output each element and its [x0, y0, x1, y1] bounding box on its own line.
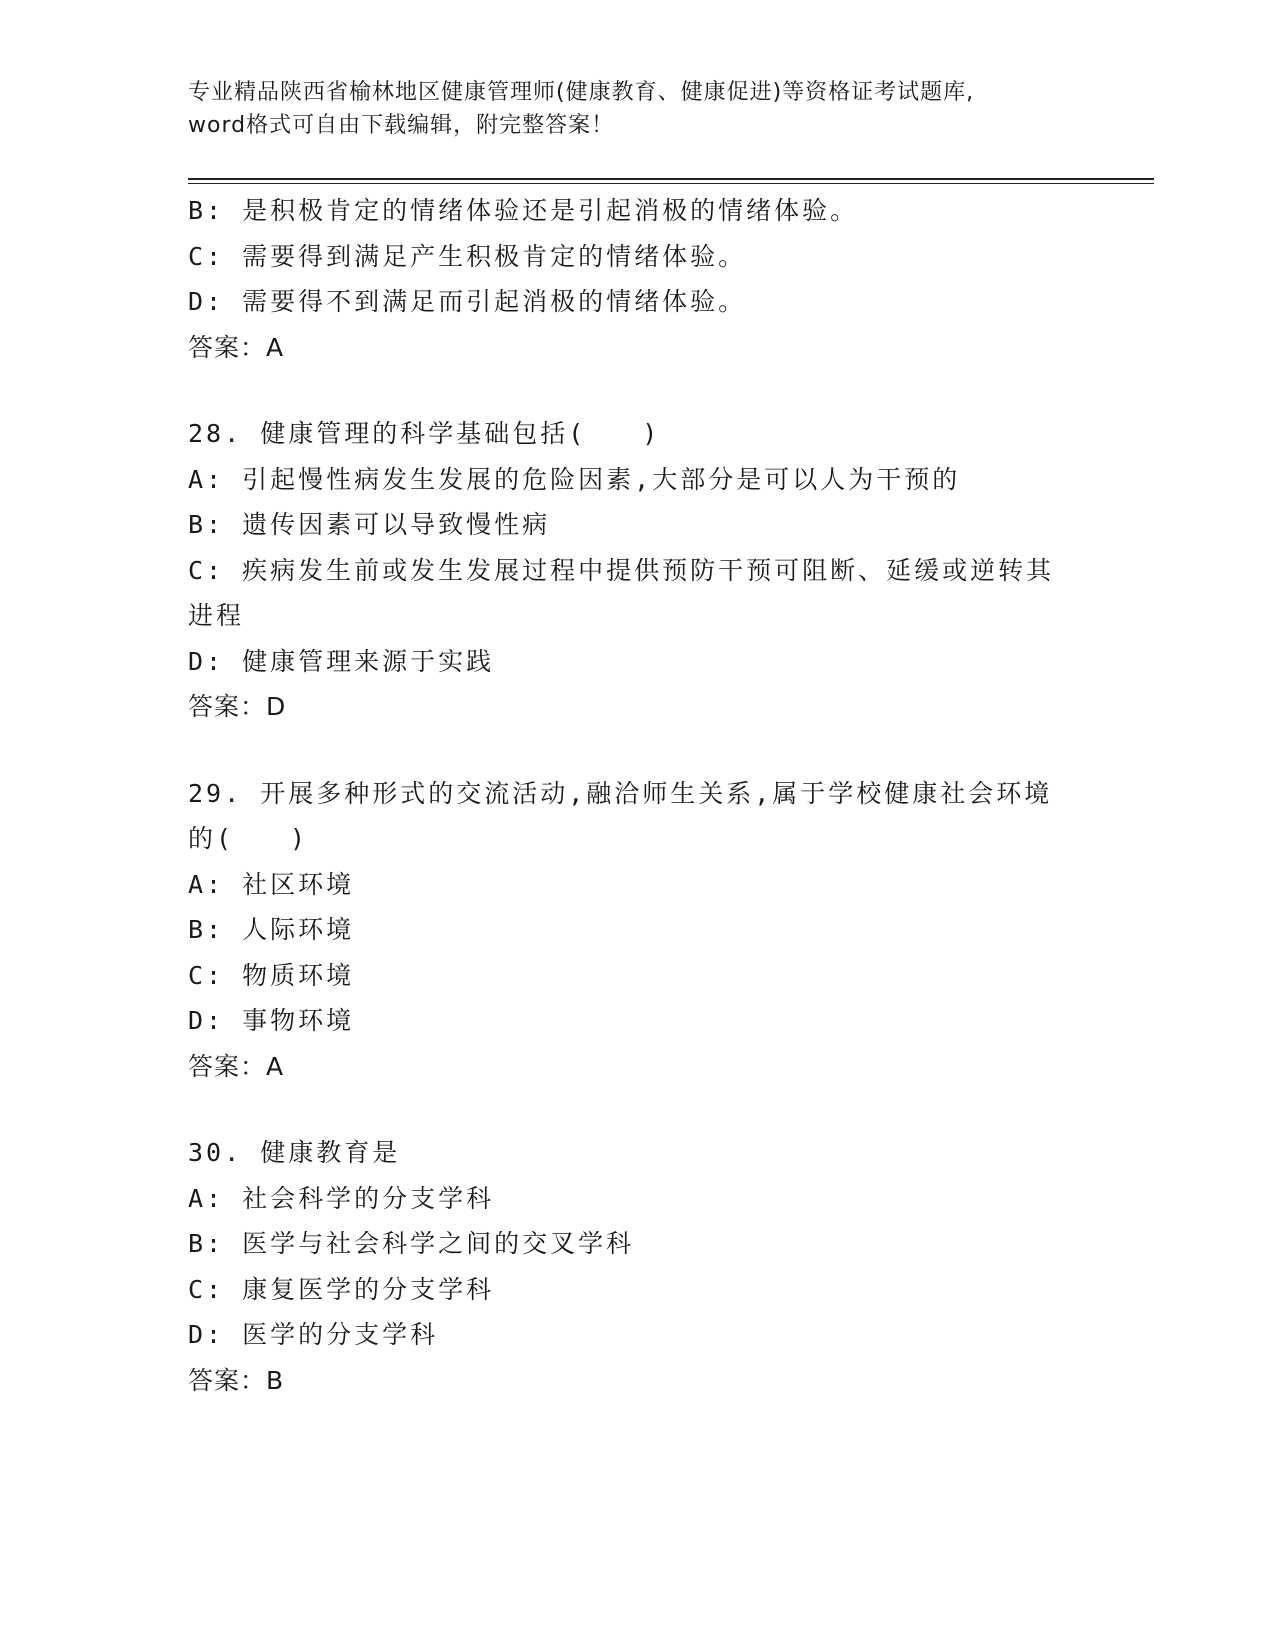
header-line-1: 专业精品陕西省榆林地区健康管理师(健康教育、健康促进)等资格证考试题库, [188, 80, 975, 105]
option-a: A: 社会科学的分支学科 [188, 1183, 495, 1213]
question-text: 29. 开展多种形式的交流活动,融洽师生关系,属于学校健康社会环境 [188, 778, 1053, 808]
option-d: D: 事物环境 [188, 1006, 355, 1035]
answer: 答案：B [188, 1365, 285, 1395]
option-c-continued: 进程 [188, 601, 245, 630]
question-list [188, 188, 1148, 1403]
option-a: A: 社区环境 [188, 869, 355, 899]
question-27-continued [188, 188, 1148, 370]
option-b: B: 是积极肯定的情绪体验还是引起消极的情绪体验。 [188, 196, 859, 225]
option-b: B: 遗传因素可以导致慢性病 [188, 510, 551, 539]
question-text-continued: 的( ) [188, 824, 309, 853]
option-b: B: 人际环境 [188, 915, 355, 944]
option-b: B: 医学与社会科学之间的交叉学科 [188, 1229, 635, 1258]
header-line-2: word格式可自由下载编辑，附完整答案！ [188, 113, 615, 138]
question-29 [188, 771, 1148, 1090]
option-c: C: 疾病发生前或发生发展过程中提供预防干预可阻断、延缓或逆转其 [188, 555, 1055, 585]
option-c: C: 物质环境 [188, 960, 355, 990]
question-text: 30. 健康教育是 [188, 1138, 401, 1167]
question-28 [188, 411, 1148, 730]
answer: 答案：A [188, 332, 285, 362]
header-divider-thick [188, 178, 1154, 180]
option-d: D: 医学的分支学科 [188, 1320, 439, 1349]
question-30 [188, 1130, 1148, 1403]
option-d: D: 需要得不到满足而引起消极的情绪体验。 [188, 287, 747, 316]
document-header [188, 76, 1068, 142]
option-c: C: 需要得到满足产生积极肯定的情绪体验。 [188, 241, 747, 271]
header-divider-thin [188, 183, 1154, 184]
option-c: C: 康复医学的分支学科 [188, 1274, 495, 1304]
question-text: 28. 健康管理的科学基础包括( ) [188, 419, 661, 448]
option-a: A: 引起慢性病发生发展的危险因素,大部分是可以人为干预的 [188, 464, 961, 494]
answer: 答案：A [188, 1051, 285, 1081]
option-d: D: 健康管理来源于实践 [188, 646, 495, 676]
answer: 答案：D [188, 692, 287, 721]
